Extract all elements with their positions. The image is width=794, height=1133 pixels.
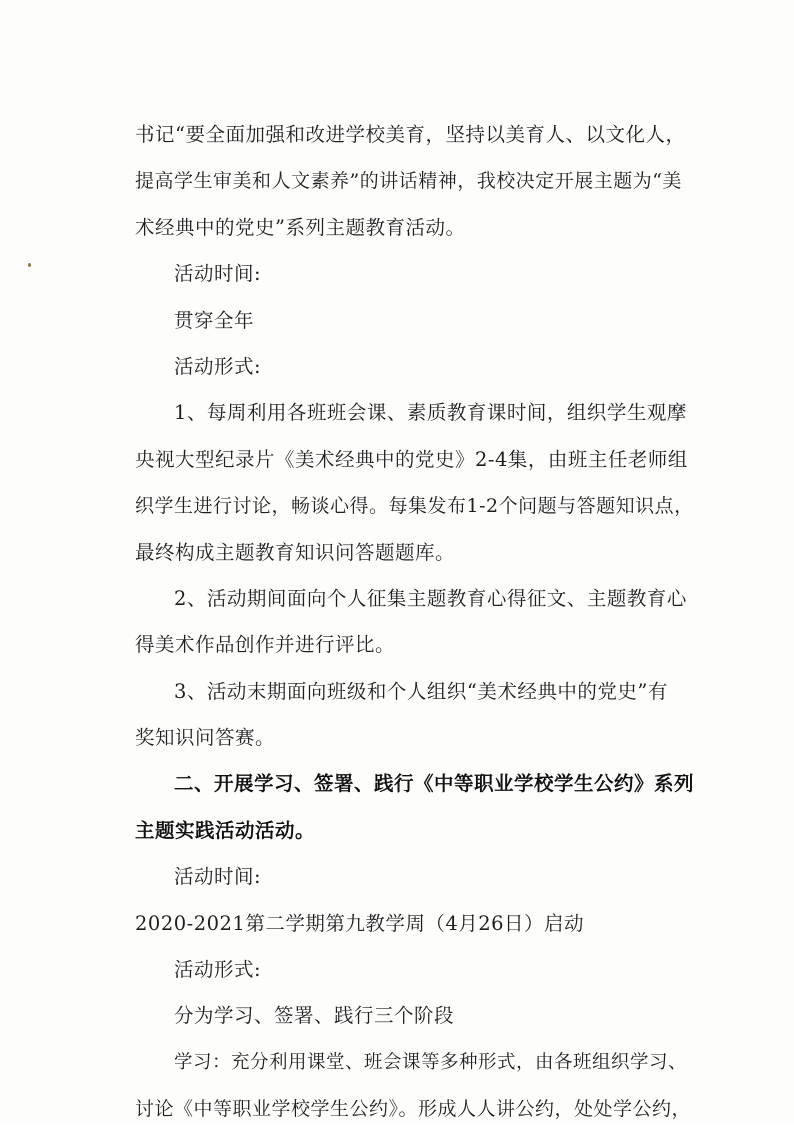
paragraph-line: 1、每周利用各班班会课、素质教育课时间，组织学生观摩 — [174, 401, 687, 425]
paragraph-line: 活动形式: — [174, 958, 262, 982]
paragraph-line: 学习：充分利用课堂、班会课等多种形式，由各班组织学习、 — [174, 1051, 688, 1073]
paragraph-line: 活动形式: — [174, 354, 262, 378]
paragraph-line: 最终构成主题教育知识问答题题库。 — [135, 540, 456, 564]
section-heading-line: 主题实践活动活动。 — [135, 818, 316, 842]
paragraph-line: 得美术作品创作并进行评比。 — [135, 633, 396, 657]
paragraph-line: 讨论《中等职业学校学生公约》。形成人人讲公约，处处学公约， — [135, 1098, 692, 1121]
paragraph-line: 奖知识问答赛。 — [135, 726, 276, 750]
paragraph-line: 2、活动期间面向个人征集主题教育心得征文、主题教育心 — [174, 586, 687, 610]
paragraph-line: 3、活动末期面向班级和个人组织“美术经典中的党史”有 — [174, 679, 668, 703]
paragraph-line: 活动时间: — [174, 865, 262, 889]
scan-speck — [28, 263, 31, 267]
document-body — [135, 112, 695, 1133]
paragraph-line: 活动时间: — [174, 262, 262, 286]
paragraph-line: 央视大型纪录片《美术经典中的党史》2-4集，由班主任老师组 — [135, 447, 688, 471]
paragraph-line: 书记“要全面加强和改进学校美育，坚持以美育人、以文化人， — [135, 123, 686, 146]
section-heading-line: 二、开展学习、签署、践行《中等职业学校学生公约》系列 — [174, 772, 695, 796]
paragraph-line: 分为学习、签署、践行三个阶段 — [174, 1004, 455, 1028]
paragraph-line: 2020-2021第二学期第九教学周（4月26日）启动 — [135, 911, 585, 935]
paragraph-line: 提高学生审美和人文素养”的讲话精神，我校决定开展主题为“美 — [135, 170, 682, 193]
paragraph-line: 贯穿全年 — [174, 308, 255, 332]
paragraph-line: 织学生进行讨论，畅谈心得。每集发布1-2个问题与答题知识点， — [135, 495, 694, 518]
paragraph-line: 术经典中的党史”系列主题教育活动。 — [135, 215, 466, 239]
